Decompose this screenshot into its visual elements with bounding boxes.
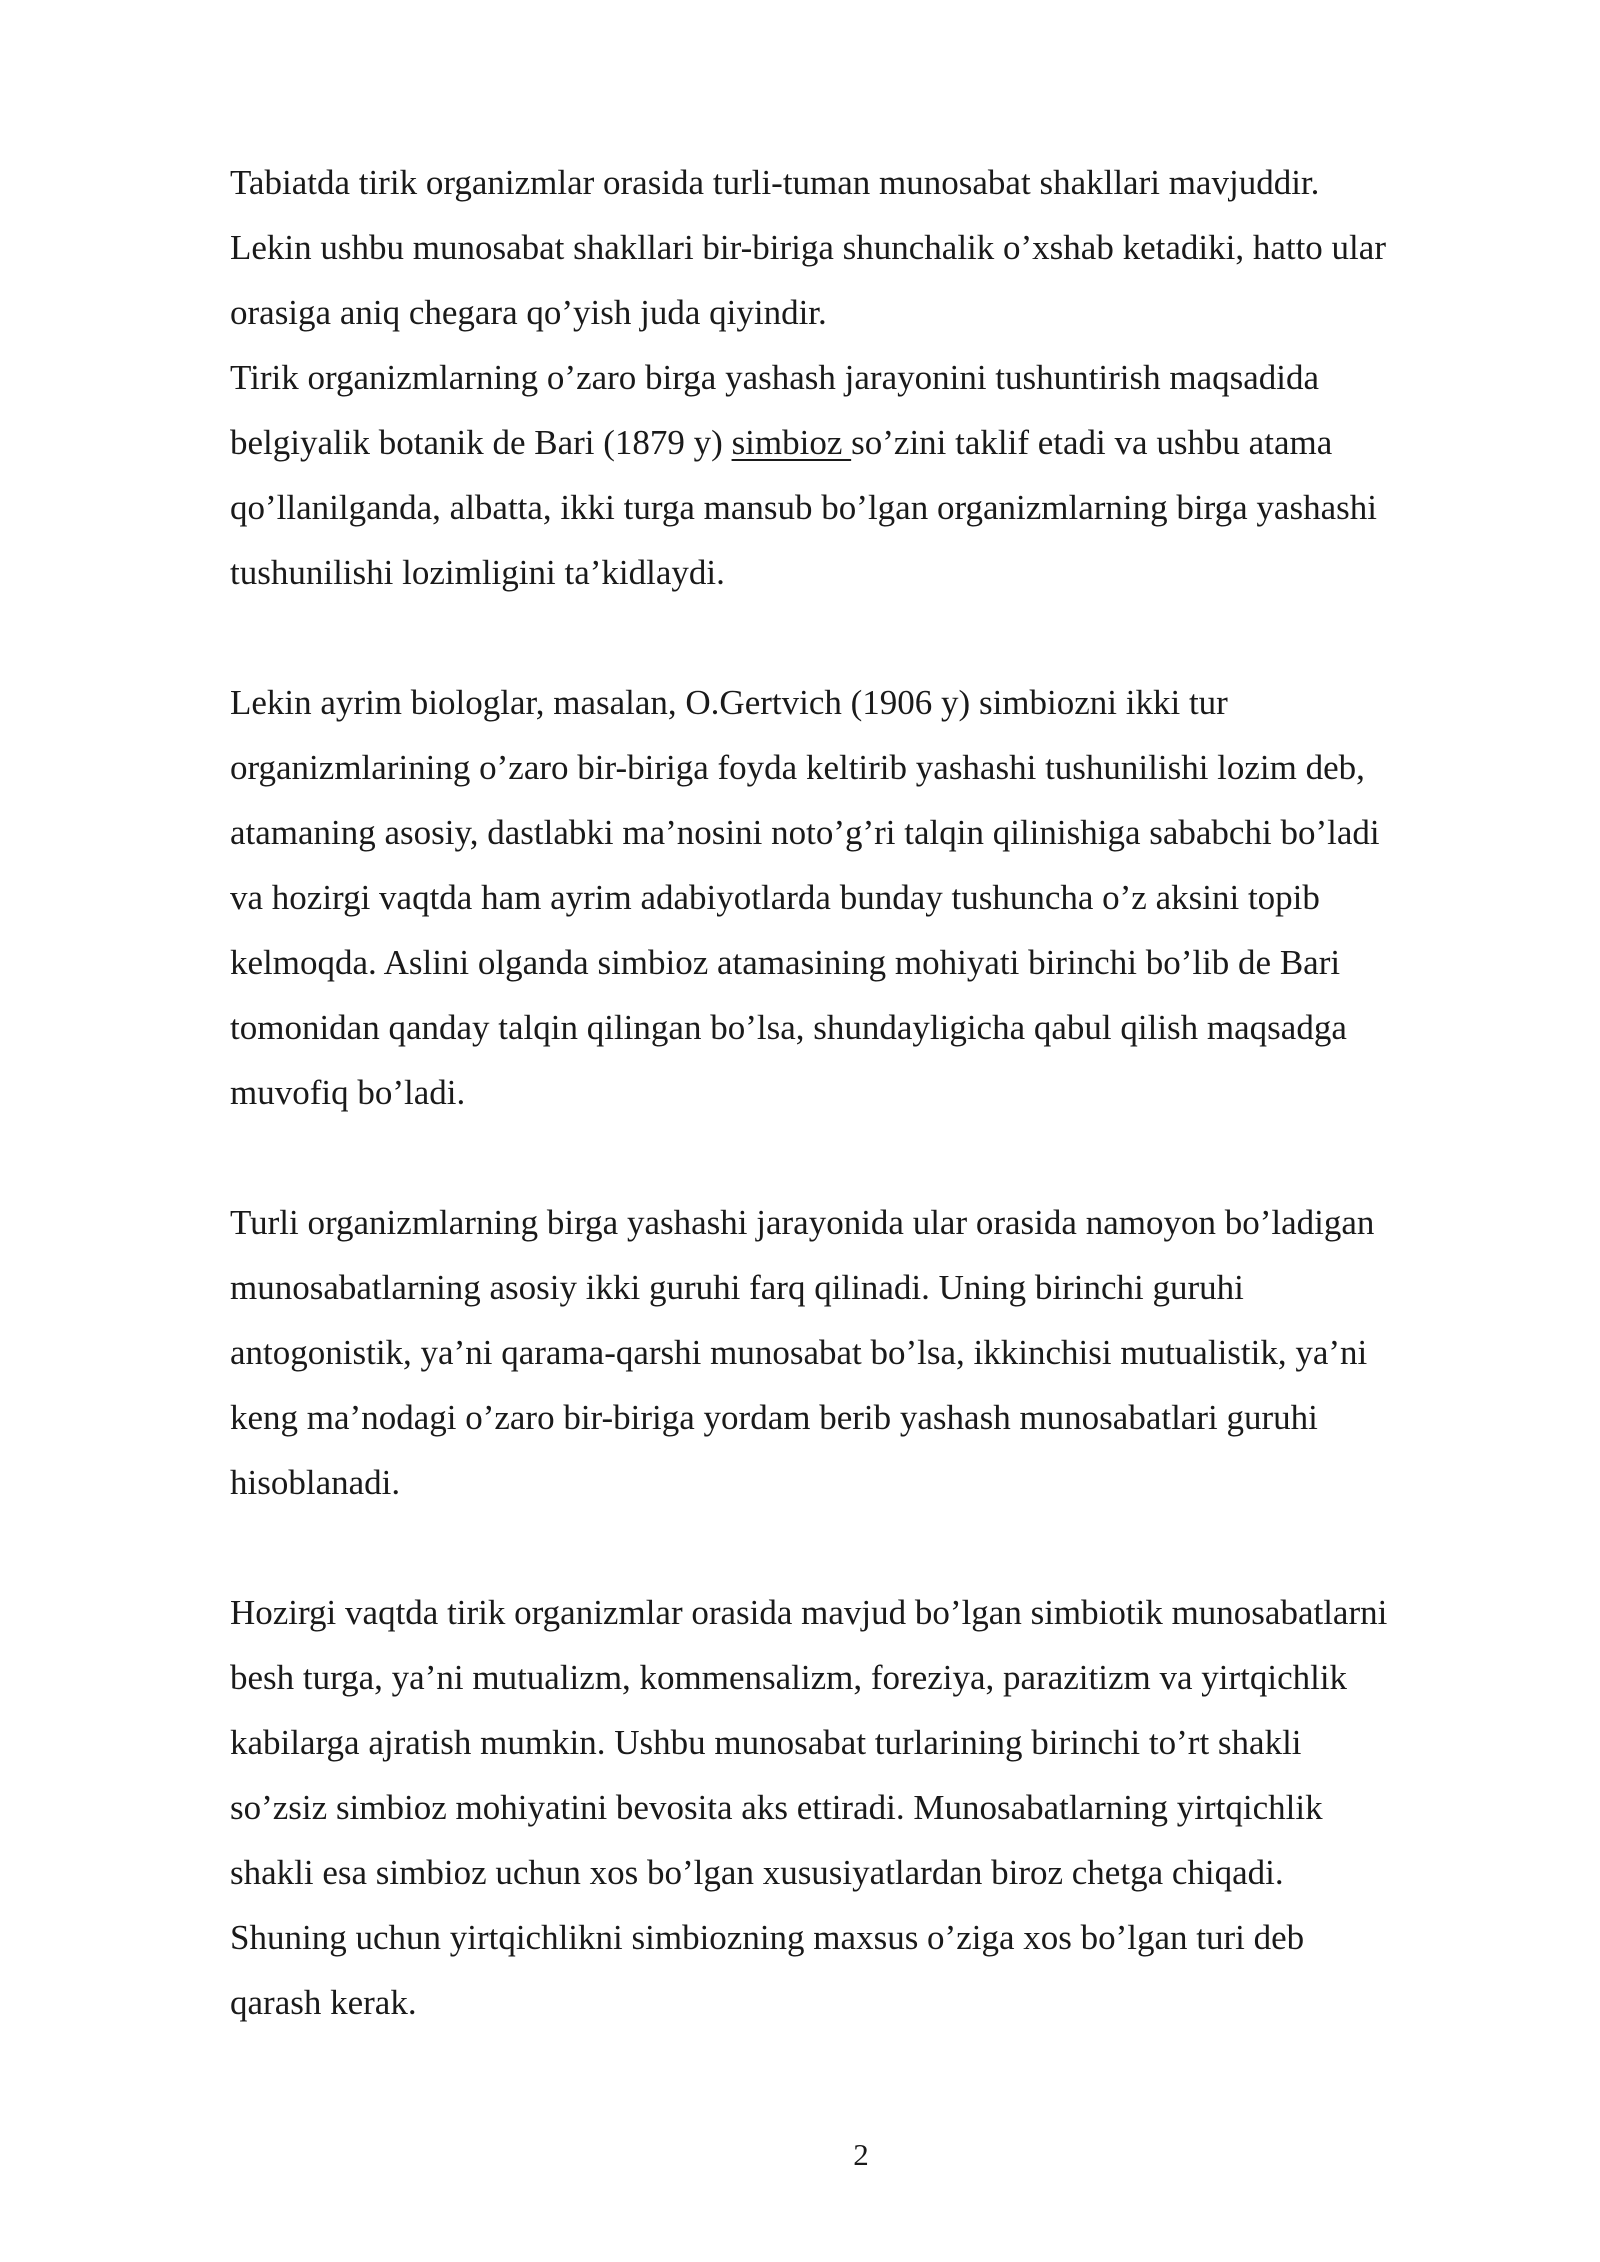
text-line: Tabiatda tirik organizmlar orasida turli-tuman munosabat shakllari mavjuddir. bbox=[230, 163, 1320, 202]
text-line: munosabatlarning asosiy ikki guruhi farq qilinadi. Uning birinchi guruhi bbox=[230, 1268, 1244, 1307]
text-segment: so’zini taklif etadi va ushbu atama bbox=[851, 423, 1333, 462]
text-line: so’zsiz simbioz mohiyatini bevosita aks ettiradi. Munosabatlarning yirtqichlik bbox=[230, 1788, 1323, 1827]
text-line: antogonistik, ya’ni qarama-qarshi munosabat bo’lsa, ikkinchisi mutualistik, ya’ni bbox=[230, 1333, 1368, 1372]
text-line: tushunilishi lozimligini ta’kidlaydi. bbox=[230, 553, 725, 592]
paragraph-spacer bbox=[230, 1515, 1520, 1580]
text-line: va hozirgi vaqtda ham ayrim adabiyotlarda bunday tushuncha o’z aksini topib bbox=[230, 878, 1320, 917]
text-line: hisoblanadi. bbox=[230, 1463, 401, 1502]
text-segment: belgiyalik botanik de Bari (1879 y) bbox=[230, 423, 732, 462]
text-line: shakli esa simbioz uchun xos bo’lgan xususiyatlardan biroz chetga chiqadi. bbox=[230, 1853, 1284, 1892]
text-line: Lekin ushbu munosabat shakllari bir-biriga shunchalik o’xshab ketadiki, hatto ular bbox=[230, 228, 1386, 267]
text-line: Turli organizmlarning birga yashashi jarayonida ular orasida namoyon bo’ladigan bbox=[230, 1203, 1375, 1242]
text-line: Hozirgi vaqtda tirik organizmlar orasida mavjud bo’lgan simbiotik munosabatlarni bbox=[230, 1593, 1388, 1632]
text-line: tomonidan qanday talqin qilingan bo’lsa, shundayligicha qabul qilish maqsadga bbox=[230, 1008, 1347, 1047]
text-line: qarash kerak. bbox=[230, 1983, 417, 2022]
text-line bbox=[230, 410, 1520, 475]
simbioz-underlined-term: simbioz bbox=[731, 423, 852, 462]
text-line: atamaning asosiy, dastlabki ma’nosini noto’g’ri talqin qilinishiga sababchi bo’ladi bbox=[230, 813, 1380, 852]
text-line: besh turga, ya’ni mutualizm, kommensalizm, foreziya, parazitizm va yirtqichlik bbox=[230, 1658, 1348, 1697]
text-line: orasiga aniq chegara qo’yish juda qiyindir. bbox=[230, 293, 827, 332]
paragraph-1 bbox=[230, 150, 1520, 605]
text-line: Lekin ayrim biologlar, masalan, O.Gertvich (1906 y) simbiozni ikki tur bbox=[230, 683, 1228, 722]
text-line: kelmoqda. Aslini olganda simbioz atamasining mohiyati birinchi bo’lib de Bari bbox=[230, 943, 1341, 982]
document-page bbox=[230, 150, 1520, 2035]
text-line: keng ma’nodagi o’zaro bir-biriga yordam berib yashash munosabatlari guruhi bbox=[230, 1398, 1318, 1437]
text-line: Tirik organizmlarning o’zaro birga yashash jarayonini tushuntirish maqsadida bbox=[230, 358, 1320, 397]
paragraph-spacer bbox=[230, 605, 1520, 670]
paragraph-4 bbox=[230, 1580, 1520, 2035]
text-line: kabilarga ajratish mumkin. Ushbu munosabat turlarining birinchi to’rt shakli bbox=[230, 1723, 1302, 1762]
text-line: Shuning uchun yirtqichlikni simbiozning maxsus o’ziga xos bo’lgan turi deb bbox=[230, 1918, 1305, 1957]
paragraph-2 bbox=[230, 670, 1520, 1125]
page-number: 2 bbox=[853, 2137, 869, 2172]
text-line: qo’llanilganda, albatta, ikki turga mansub bo’lgan organizmlarning birga yashashi bbox=[230, 488, 1377, 527]
text-line: organizmlarining o’zaro bir-biriga foyda keltirib yashashi tushunilishi lozim deb, bbox=[230, 748, 1365, 787]
paragraph-3 bbox=[230, 1190, 1520, 1515]
text-line: muvofiq bo’ladi. bbox=[230, 1073, 466, 1112]
paragraph-spacer bbox=[230, 1125, 1520, 1190]
